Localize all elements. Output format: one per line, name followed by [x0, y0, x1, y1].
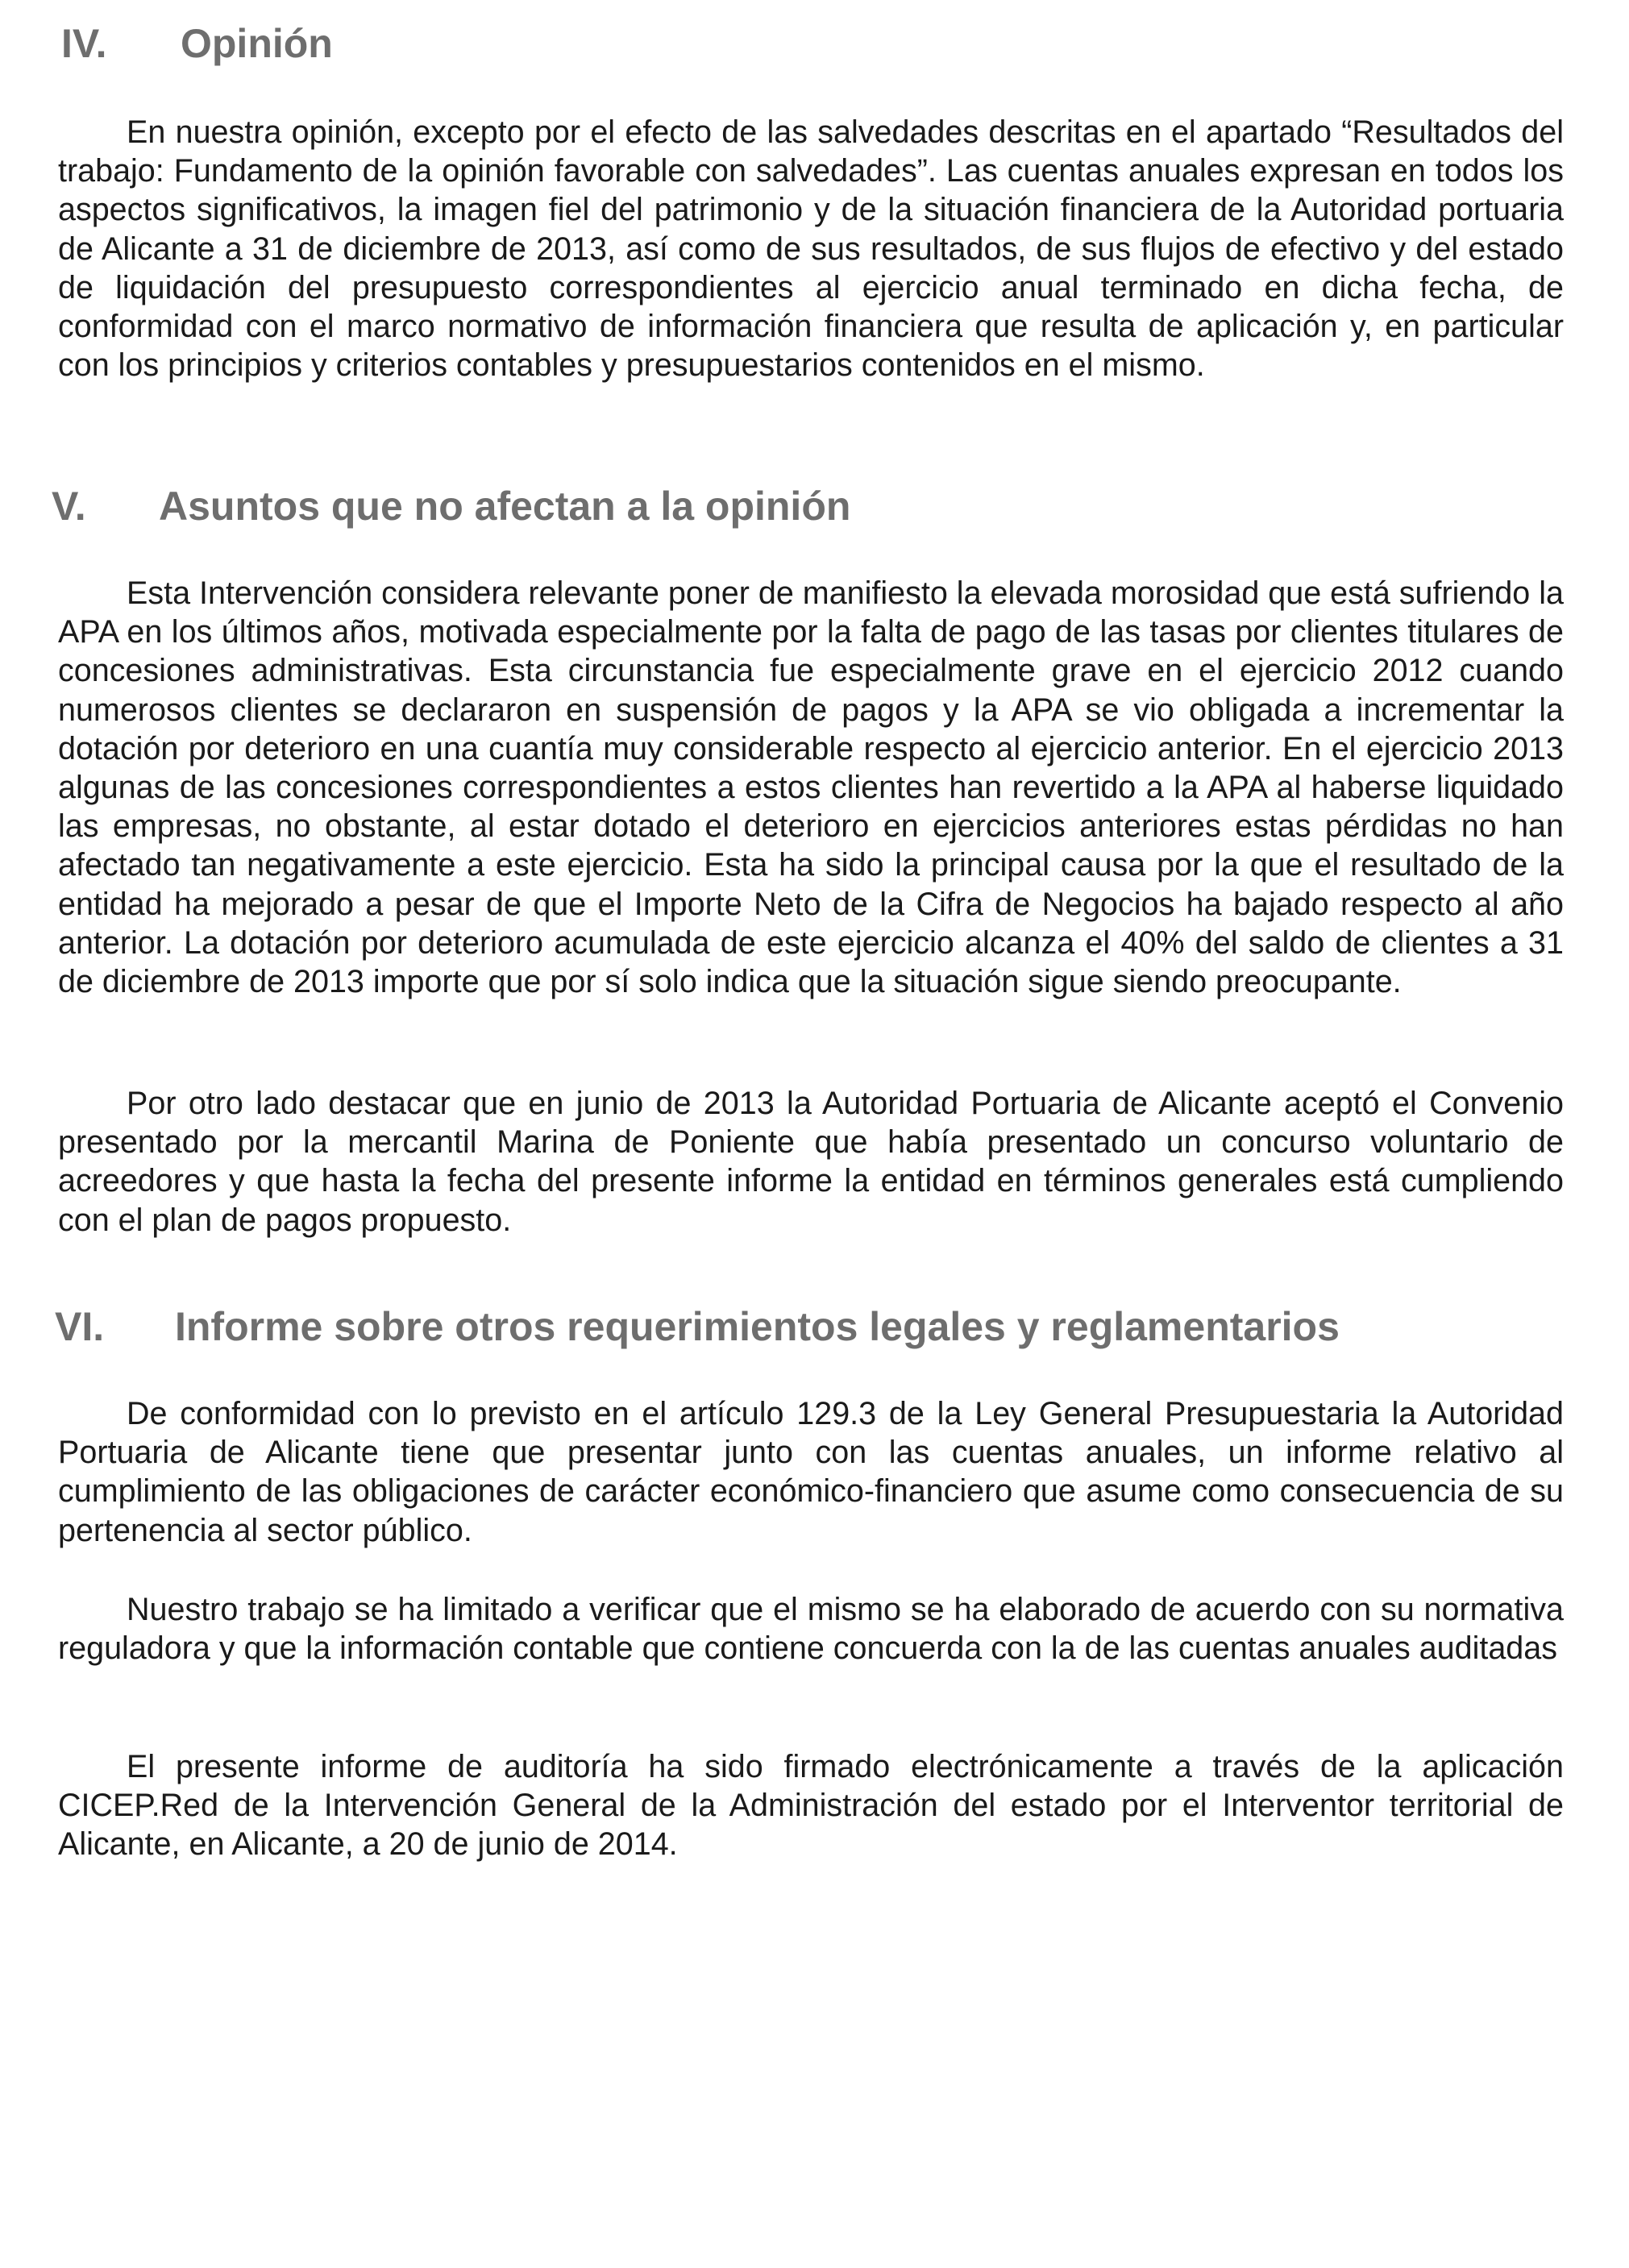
paragraph: Esta Intervención considera relevante poner de manifiesto la elevada morosidad que está sufriendo la APA en los últimos años, motivada especialmente por la falta de pago de las tasas por clientes titulares de concesiones administrativas. Esta circunstancia fue especialmente grave en el ejercicio 2012 cuando numerosos clientes se declararon en suspensión de pagos y la APA se vio obligada a incrementar la dotación por deterioro en una cuantía muy considerable respecto al ejercicio anterior. En el ejercicio 2013 algunas de las concesiones correspondientes a estos clientes han revertido a la APA al haberse liquidado las empresas, no obstante, al estar dotado el deterioro en ejercicios anteriores estas pérdidas no han afectado tan negativamente a este ejercicio. Esta ha sido la principal causa por la que el resultado de la entidad ha mejorado a pesar de que el Importe Neto de la Cifra de Negocios ha bajado respecto al año anterior. La dotación por deterioro acumulada de este ejercicio alcanza el 40% del saldo de clientes a 31 de diciembre de 2013 importe que por sí solo indica que la situación sigue siendo preocupante.	[58, 575, 1564, 1000]
paragraph: El presente informe de auditoría ha sido firmado electrónicamente a través de la aplicación CICEP.Red de la Intervención General de la Administración del estado por el Interventor territorial de Alicante, en Alicante, a 20 de junio de 2014.	[58, 1749, 1564, 1863]
paragraph: Por otro lado destacar que en junio de 2013 la Autoridad Portuaria de Alicante aceptó el Convenio presentado por la mercantil Marina de Poniente que había presentado un concurso voluntario de acreedores y que hasta la fecha del presente informe la entidad en términos generales está cumpliendo con el plan de pagos propuesto.	[58, 1086, 1564, 1238]
section-title: Informe sobre otros requerimientos legales y reglamentarios	[175, 1304, 1340, 1349]
section-title: Asuntos que no afectan a la opinión	[159, 484, 851, 529]
paragraph: Nuestro trabajo se ha limitado a verificar que el mismo se ha elaborado de acuerdo con su normativa reguladora y que la información contable que contiene concuerda con la de las cuentas anuales auditadas	[58, 1592, 1564, 1667]
section-number: VI.	[55, 1304, 105, 1349]
section-title: Opinión	[181, 21, 333, 66]
section-number: V.	[52, 484, 86, 529]
paragraph: De conformidad con lo previsto en el artículo 129.3 de la Ley General Presupuestaria la Autoridad Portuaria de Alicante tiene que presentar junto con las cuentas anuales, un informe relativo al cumplimiento de las obligaciones de carácter económico-financiero que asume como consecuencia de su pertenencia al sector público.	[58, 1396, 1564, 1548]
section-number: IV.	[61, 21, 107, 66]
paragraph: En nuestra opinión, excepto por el efecto de las salvedades descritas en el apartado “Resultados del trabajo: Fundamento de la opinión favorable con salvedades”. Las cuentas anuales expresan en todos los aspectos significativos, la imagen fiel del patrimonio y de la situación financiera de la Autoridad portuaria de Alicante a 31 de diciembre de 2013, así como de sus resultados, de sus flujos de efectivo y del estado de liquidación del presupuesto correspondientes al ejercicio anual terminado en dicha fecha, de conformidad con el marco normativo de información financiera que resulta de aplicación y, en particular con los principios y criterios contables y presupuestarios contenidos en el mismo.	[58, 114, 1564, 384]
